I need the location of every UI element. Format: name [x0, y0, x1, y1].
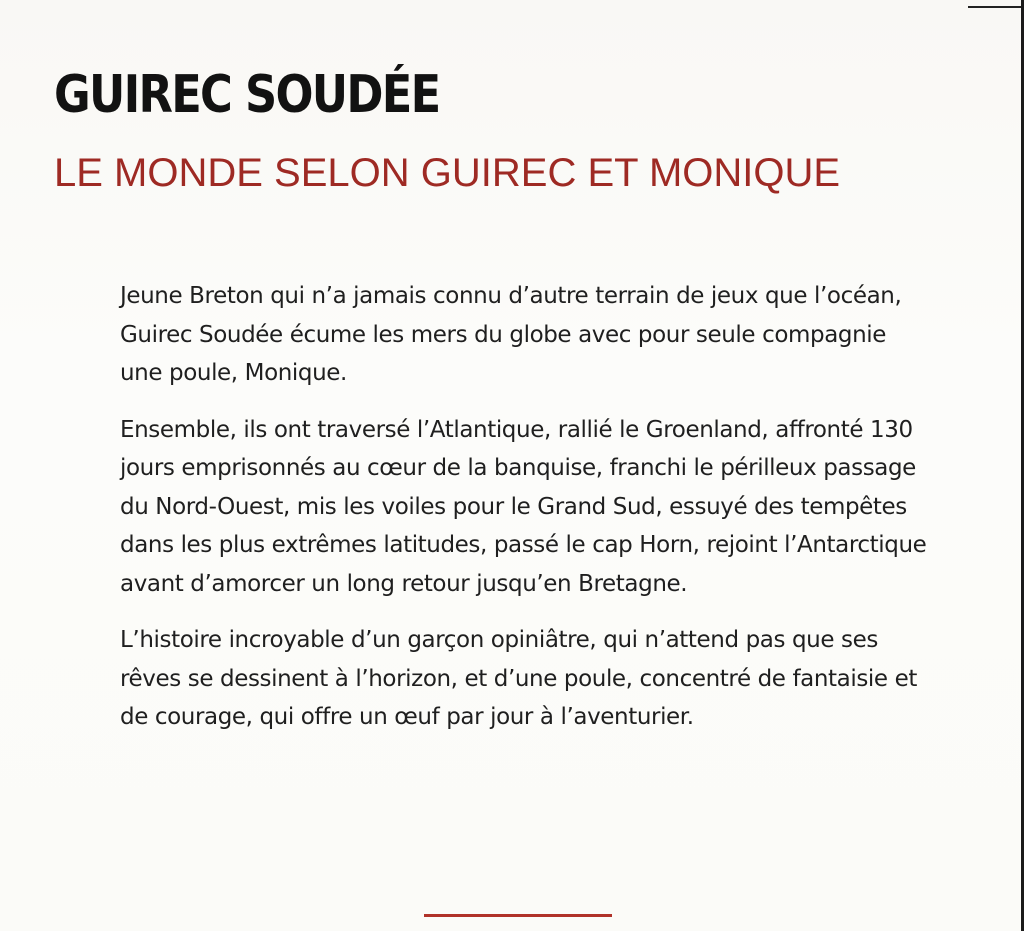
book-subtitle: LE MONDE SELON GUIREC ET MONIQUE	[54, 151, 841, 195]
author-name: GUIREC SOUDÉE	[54, 65, 440, 125]
scan-edge-mark	[968, 6, 1024, 8]
blurb-paragraph-1: Jeune Breton qui n’a jamais connu d’autre terrain de jeux que l’océan, Guirec Soudée écume les mers du globe avec pour seule compagnie une poule, Monique.	[120, 283, 902, 386]
blurb-paragraph-3: L’histoire incroyable d’un garçon opiniâtre, qui n’attend pas que ses rêves se dessinent à l’horizon, et d’une poule, concentré de fantaisie et de courage, qui offre un œuf par jour à l’aventurier.	[120, 627, 917, 730]
red-divider-rule	[424, 914, 612, 917]
blurb-text	[120, 277, 930, 755]
blurb-paragraph-2: Ensemble, ils ont traversé l’Atlantique, rallié le Groenland, affronté 130 jours emprisonnés au cœur de la banquise, franchi le périlleux passage du Nord-Ouest, mis les voiles pour le Grand Sud, essuyé des tempêtes dans les plus extrêmes latitudes, passé le cap Horn, rejoint l’Antarctique avant d’amorcer un long retour jusqu’en Bretagne.	[120, 416, 927, 597]
